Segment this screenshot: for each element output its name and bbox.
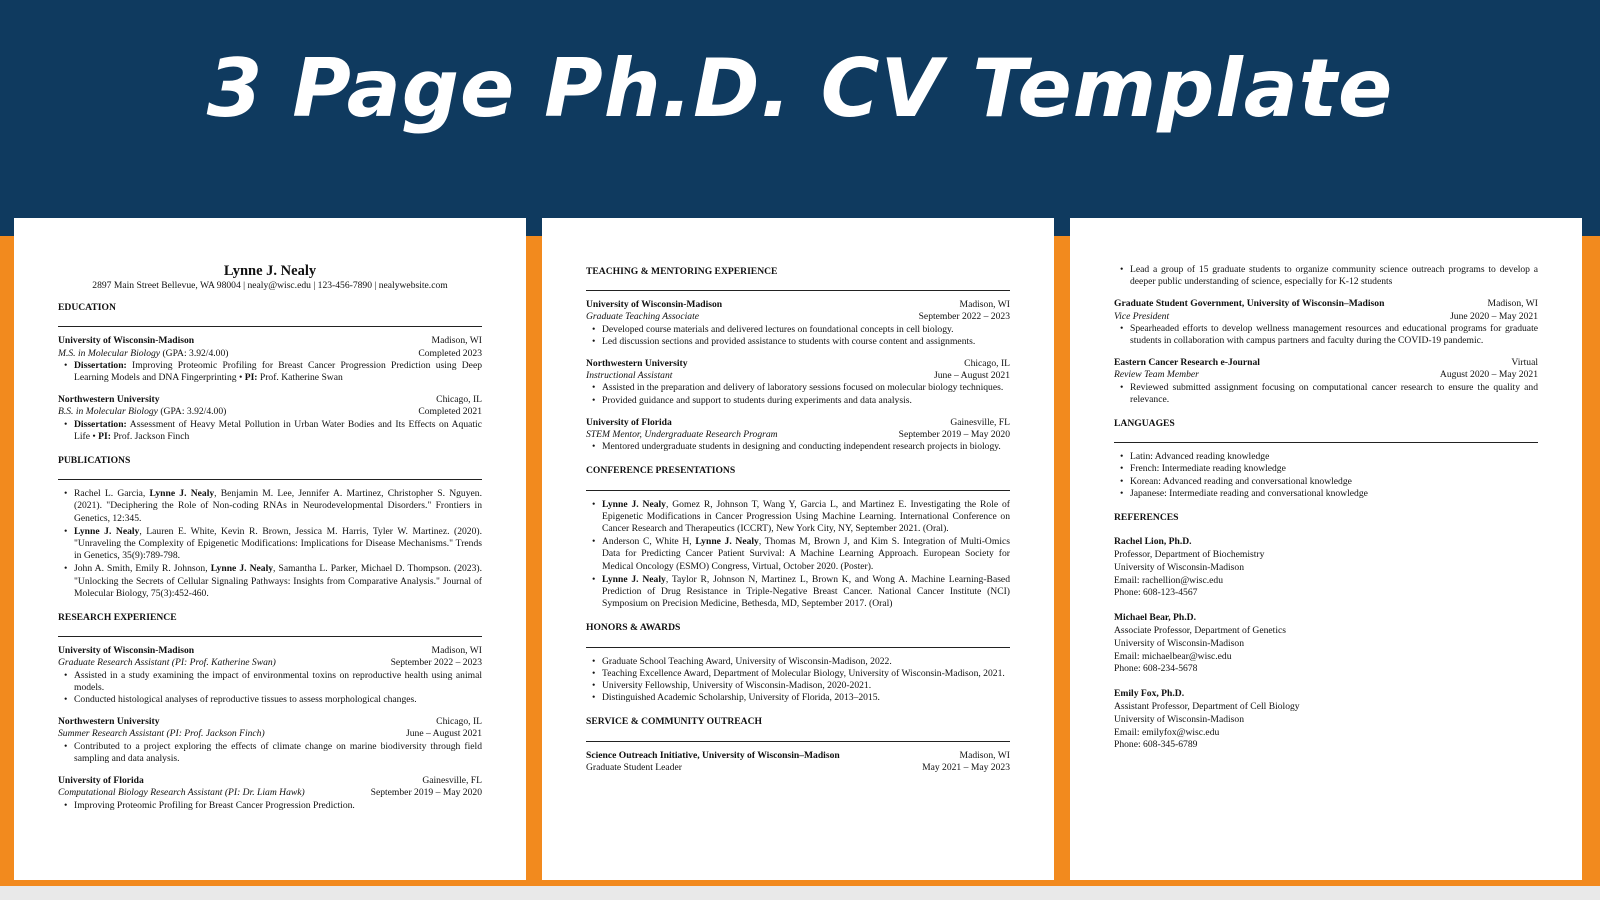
dissertation-line: • Dissertation: Improving Proteomic Profiling for Breast Cancer Progression Prediction using Deep Learning Models and DNA Fingerprinting • PI: Prof. Katherine Swan bbox=[58, 360, 482, 384]
reference-entry: Michael Bear, Ph.D. Associate Professor, Department of Genetics University of Wisconsin-Madison Email: michaelbear@wisc.edu Phone: 608-234-5678 bbox=[1114, 612, 1286, 675]
reference-entry: Rachel Lion, Ph.D. Professor, Department of Biochemistry University of Wisconsin-Madison Email: rachellion@wisc.edu Phone: 608-123-4567 bbox=[1114, 536, 1265, 599]
service-bullet: • Lead a group of 15 graduate students to organize community science outreach programs to develop a deeper public understanding of science, especially for K-12 students bbox=[1114, 264, 1538, 288]
school-name: University of Wisconsin-Madison bbox=[58, 335, 195, 347]
cv-name: Lynne J. Nealy bbox=[223, 263, 317, 279]
service-entry: Graduate Student Government, University of Wisconsin–Madison Madison, WI Vice President June 2020 – May 2021 • Spearheaded efforts to develop wellness management resources and educational programs for graduate students in collaboration with campus partners and faculty during the COVID-19 pandemic. bbox=[1114, 298, 1538, 347]
research-bullet: • Conducted histological analyses of reproductive tissues to assess morphological changes. bbox=[58, 694, 482, 706]
teaching-bullet: • Provided guidance and support to students during experiments and data analysis. bbox=[586, 395, 1010, 407]
degree-date: Completed 2021 bbox=[418, 406, 482, 418]
school-location: Chicago, IL bbox=[436, 394, 482, 406]
school-name: Northwestern University bbox=[58, 394, 160, 406]
section-heading-teaching: TEACHING & MENTORING EXPERIENCE bbox=[586, 266, 1010, 291]
teaching-entry: Northwestern University Chicago, IL Instructional Assistant June – August 2021 • Assisted in the preparation and delivery of laboratory sessions focused on molecular biology techniques. • Provided guidance and support to students during experiments and data analysis. bbox=[586, 358, 1010, 407]
publication-item: • Rachel L. Garcia, Lynne J. Nealy, Benjamin M. Lee, Jennifer A. Martinez, Christopher S. Nguyen. (2021). "Deciphering the Role of Non-coding RNAs in Neurodevelopmental Disorders." Frontiers in Genetics, 12:345. bbox=[58, 488, 482, 525]
section-heading-research: RESEARCH EXPERIENCE bbox=[58, 612, 482, 637]
bottom-strip bbox=[0, 886, 1600, 900]
service-entry: Science Outreach Initiative, University of Wisconsin–Madison Madison, WI Graduate Student Leader May 2021 – May 2023 bbox=[586, 749, 1010, 773]
section-heading-conferences: CONFERENCE PRESENTATIONS bbox=[586, 465, 1010, 490]
dissertation-line: • Dissertation: Assessment of Heavy Metal Pollution in Urban Water Bodies and Its Effects on Aquatic Life • PI: Prof. Jackson Finch bbox=[58, 419, 482, 443]
research-entry: University of Wisconsin-Madison Madison, WI Graduate Research Assistant (PI: Prof. Katherine Swan) September 2022 – 2023 • Assisted in a study examining the impact of environmental toxins on reproductive health using animal models. • Conducted histological analyses of reproductive tissues to assess morphological changes. bbox=[58, 645, 482, 706]
gpa: (GPA: 3.92/4.00) bbox=[162, 347, 229, 359]
school-location: Madison, WI bbox=[431, 335, 482, 347]
publication-item: • John A. Smith, Emily R. Johnson, Lynne J. Nealy, Samantha L. Parker, Michael D. Thompson. (2023). "Unlocking the Secrets of Cellular Signaling Pathways: Insights from Comparative Analysis." Journal of Molecular Biology, 75(3):452-460. bbox=[58, 563, 482, 600]
language-item: • French: Intermediate reading knowledge bbox=[1114, 463, 1538, 475]
service-bullet: • Spearheaded efforts to develop wellness management resources and educational programs for graduate students in collaboration with campus partners and faculty during the COVID-19 pandemic. bbox=[1114, 323, 1538, 347]
conference-item: • Anderson C, White H, Lynne J. Nealy, Thomas M, Brown J, and Kim S. Integration of Multi-Omics Data for Predicting Cancer Patient Survival: A Machine Learning Approach. European Society for Medical Oncology (ESMO) Congress, Virtual, October 2020. (Poster). bbox=[586, 536, 1010, 573]
teaching-bullet: • Led discussion sections and provided assistance to students with course content and assignments. bbox=[586, 336, 1010, 348]
degree: M.S. in Molecular Biology bbox=[58, 347, 161, 359]
degree: B.S. in Molecular Biology bbox=[58, 406, 158, 418]
cv-page-1 bbox=[14, 218, 526, 880]
language-item: • Korean: Advanced reading and conversational knowledge bbox=[1114, 476, 1538, 488]
title-banner bbox=[0, 0, 1600, 236]
service-bullet: • Reviewed submitted assignment focusing on computational cancer research to ensure the quality and relevance. bbox=[1114, 382, 1538, 406]
honor-item: • Teaching Excellence Award, Department of Molecular Biology, University of Wisconsin-Madison, 2021. bbox=[586, 668, 1010, 680]
cv-contact: 2897 Main Street Bellevue, WA 98004 | nealy@wisc.edu | 123-456-7890 | nealywebsite.com bbox=[92, 280, 448, 291]
publication-item: • Lynne J. Nealy, Lauren E. White, Kevin R. Brown, Jessica M. Harris, Tyler W. Martinez. (2020). "Unraveling the Complexity of Epigenetic Modifications: Implications for Disease Mechanisms." Trends in Genetics, 35(9):789-798. bbox=[58, 526, 482, 563]
language-item: • Latin: Advanced reading knowledge bbox=[1114, 451, 1538, 463]
teaching-entry: University of Florida Gainesville, FL STEM Mentor, Undergraduate Research Program September 2019 – May 2020 • Mentored undergraduate students in designing and conducting independent research projects in biology. bbox=[586, 417, 1010, 454]
research-bullet: • Contributed to a project exploring the effects of climate change on marine biodiversity through field sampling and data analysis. bbox=[58, 741, 482, 765]
research-entry: University of Florida Gainesville, FL Computational Biology Research Assistant (PI: Dr. Liam Hawk) September 2019 – May 2020 • Improving Proteomic Profiling for Breast Cancer Progression Prediction. bbox=[58, 775, 482, 812]
section-heading-references: REFERENCES bbox=[1114, 512, 1179, 524]
conference-item: • Lynne J. Nealy, Gomez R, Johnson T, Wang Y, Garcia L, and Martinez E. Investigating the Role of Epigenetic Modifications in Cancer Progression Using Machine Learning. International Conference on Cancer Research and Therapeutics (ICCRT), New York City, NY, September 2021. (Oral). bbox=[586, 499, 1010, 536]
research-bullet: • Assisted in a study examining the impact of environmental toxins on reproductive health using animal models. bbox=[58, 670, 482, 694]
section-heading-languages: LANGUAGES bbox=[1114, 418, 1538, 443]
service-entry: Eastern Cancer Research e-Journal Virtual Review Team Member August 2020 – May 2021 • Reviewed submitted assignment focusing on computational cancer research to ensure the quality and relevance. bbox=[1114, 357, 1538, 406]
teaching-bullet: • Mentored undergraduate students in designing and conducting independent research projects in biology. bbox=[586, 441, 1010, 453]
language-item: • Japanese: Intermediate reading and conversational knowledge bbox=[1114, 488, 1538, 500]
teaching-bullet: • Assisted in the preparation and delivery of laboratory sessions focused on molecular biology techniques. bbox=[586, 382, 1010, 394]
section-heading-honors: HONORS & AWARDS bbox=[586, 622, 1010, 647]
teaching-entry: University of Wisconsin-Madison Madison, WI Graduate Teaching Associate September 2022 – 2023 • Developed course materials and delivered lectures on foundational concepts in cell biology. • Led discussion sections and provided assistance to students with course content and assignments. bbox=[586, 299, 1010, 348]
degree-date: Completed 2023 bbox=[418, 347, 482, 359]
reference-entry: Emily Fox, Ph.D. Assistant Professor, Department of Cell Biology University of Wisconsin-Madison Email: emilyfox@wisc.edu Phone: 608-345-6789 bbox=[1114, 688, 1300, 751]
cv-page-2 bbox=[542, 218, 1054, 880]
cv-page-3 bbox=[1070, 218, 1582, 880]
section-heading-education: EDUCATION bbox=[58, 302, 482, 327]
banner-title: 3 Page Ph.D. CV Template bbox=[206, 42, 1394, 135]
honor-item: • Graduate School Teaching Award, University of Wisconsin-Madison, 2022. bbox=[586, 656, 1010, 668]
education-entry bbox=[58, 335, 482, 384]
honor-item: • University Fellowship, University of Wisconsin-Madison, 2020-2021. bbox=[586, 680, 1010, 692]
honor-item: • Distinguished Academic Scholarship, University of Florida, 2013–2015. bbox=[586, 692, 1010, 704]
section-heading-publications: PUBLICATIONS bbox=[58, 455, 482, 480]
research-bullet: • Improving Proteomic Profiling for Breast Cancer Progression Prediction. bbox=[58, 800, 482, 812]
conference-item: • Lynne J. Nealy, Taylor R, Johnson N, Martinez L, Brown K, and Wong A. Machine Learning-Based Prediction of Drug Resistance in Triple-Negative Breast Cancer. National Cancer Institute (NCI) Symposium on Precision Medicine, Bethesda, MD, September 2017. (Oral) bbox=[586, 574, 1010, 611]
education-entry bbox=[58, 394, 482, 443]
research-entry: Northwestern University Chicago, IL Summer Research Assistant (PI: Prof. Jackson Finch) June – August 2021 • Contributed to a project exploring the effects of climate change on marine biodiversity through field sampling and data analysis. bbox=[58, 716, 482, 765]
gpa: (GPA: 3.92/4.00) bbox=[160, 406, 227, 418]
teaching-bullet: • Developed course materials and delivered lectures on foundational concepts in cell biology. bbox=[586, 324, 1010, 336]
section-heading-service: SERVICE & COMMUNITY OUTREACH bbox=[586, 716, 1010, 741]
